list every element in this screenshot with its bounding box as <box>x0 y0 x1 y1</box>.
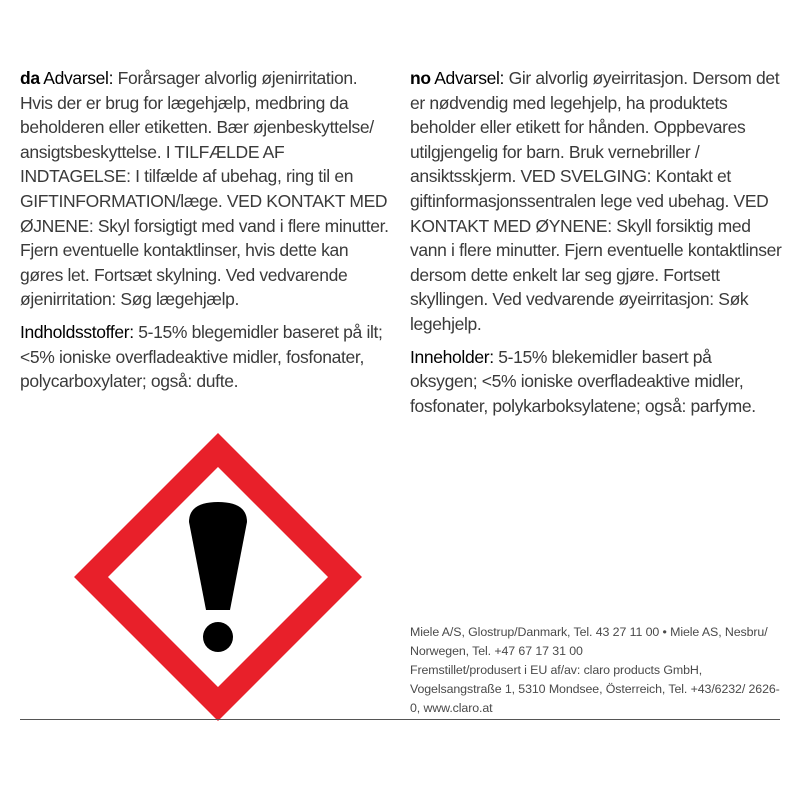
norwegian-ingredients-label: Inneholder: <box>410 346 494 367</box>
norwegian-warning <box>410 66 782 337</box>
norwegian-section <box>410 66 782 418</box>
danish-ingredients-text: 5-15% blegemidler baseret på ilt; <5% ioniske overfladeaktive midler, fosfonater, polycarboxylater; også: dufte. <box>20 321 383 392</box>
footer-manufacturer: Fremstillet/produsert i EU af/av: claro products GmbH, Vogelsangstraße 1, 5310 Mondsee, Österreich, Tel. +43/6232/ 2626-0, www.claro.at <box>410 663 780 715</box>
footer <box>410 623 780 718</box>
exclamation-dot <box>203 622 233 652</box>
danish-warning-text: Forårsager alvorlig øjenirritation. Hvis der er brug for lægehjælp, medbring da beholderen eller etiketten. Bær øjenbeskyttelse/ ansigtsbeskyttelse. I TILFÆLDE AF INDTAGELSE: I tilfælde af ubehag, ring til en GIFTINFORMATION/læge. VED KONTAKT MED ØJNENE: Skyl forsigtigt med vand i flere minutter. Fjern eventuelle kontaktlinser, hvis dette kan gøres let. Fortsæt skylning. Ved vedvarende øjenirritation: Søg lægehjælp. <box>20 68 389 310</box>
norwegian-warning-label: Advarsel: <box>434 68 505 88</box>
footer-distributors: Miele A/S, Glostrup/Danmark, Tel. 43 27 11 00 • Miele AS, Nesbru/ Norwegen, Tel. +47 67 17 31 00 <box>410 625 768 658</box>
danish-lang-code: da <box>20 68 40 88</box>
bottom-divider <box>20 719 780 720</box>
danish-ingredients-label: Indholdsstoffer: <box>20 321 134 342</box>
norwegian-ingredients-text: 5-15% blekemidler basert på oksygen; <5% ioniske overfladeaktive midler, fosfonater, polykarboksylatene; også: parfyme. <box>410 346 756 416</box>
norwegian-ingredients <box>410 345 782 419</box>
ghs-exclamation-mark-icon <box>73 432 363 722</box>
danish-section <box>20 66 394 394</box>
norwegian-warning-text: Gir alvorlig øyeirritasjon. Dersom det er nødvendig med legehjelp, ha produktets beholder eller etikett for hånden. Oppbevares utilgjengelig for barn. Bruk vernebriller / ansiktsskjerm. VED SVELGING: Kontakt et giftinformasjonssentralen lege ved ubehag. VED KONTAKT MED ØYNENE: Skyll forsiktig med vann i flere minutter. Fjern eventuelle kontaktlinser dersom dette enkelt lar seg gjøre. Fortsett skyllingen. Ved vedvarende øyeirritasjon: Søk legehjelp. <box>410 68 782 334</box>
norwegian-lang-code: no <box>410 68 431 88</box>
danish-ingredients <box>20 320 394 394</box>
danish-warning <box>20 66 394 312</box>
danish-warning-label: Advarsel: <box>43 68 114 88</box>
